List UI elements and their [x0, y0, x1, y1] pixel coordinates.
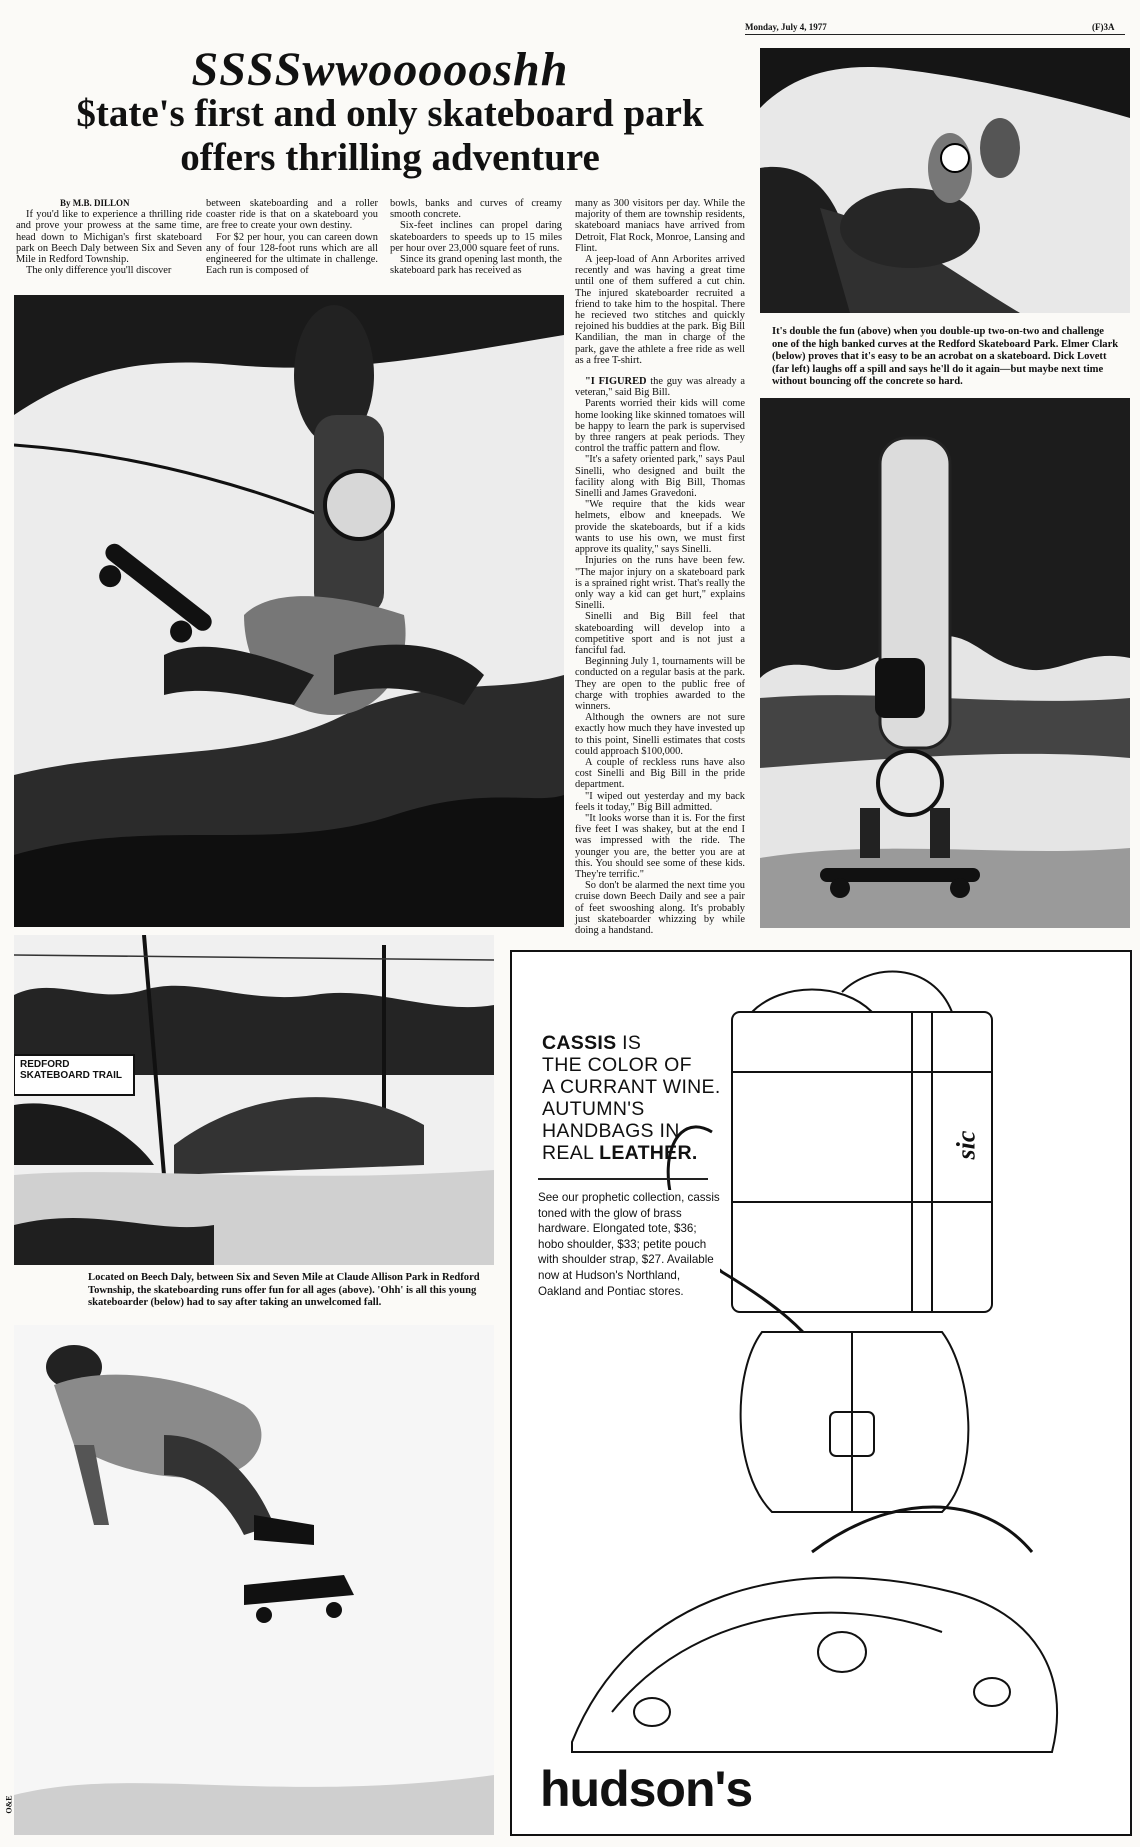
photo-fallen-skateboarder: [14, 1325, 494, 1835]
paragraph: "It's a safety oriented park," says Paul Sinelli, who designed and built the facility along with Big Bill, Thomas Sinelli and James Gravedoni.: [575, 454, 745, 500]
ad-headline: CASSIS IS THE COLOR OF A CURRANT WINE. AUTUMN'S HANDBAGS IN REAL LEATHER.: [542, 1032, 721, 1164]
paragraph: The only difference you'll discover: [26, 265, 172, 277]
article-column-1: [16, 198, 202, 276]
paragraph: bowls, banks and curves of creamy smooth concrete.: [390, 198, 562, 221]
photo-park-overview: [14, 935, 494, 1265]
paragraph: Although the owners are not sure exactly how much they have invested up to this point, Sinelli estimates that costs could approach $100,000.: [575, 712, 745, 757]
ad-divider: [538, 1178, 708, 1180]
caption-top-right: It's double the fun (above) when you double-up two-on-two and challenge one of the high banked curves at the Redford Skateboard Park. Elmer Clark (below) proves that it's easy to be an acrobat on a skateboard. Dick Lovett (far left) laughs off a spill and says he'll do it again—but maybe next time without bouncing off the concrete so hard.: [772, 326, 1119, 387]
article-byline: By M.B. DILLON: [60, 198, 130, 208]
paragraph: Sinelli and Big Bill feel that skateboarding will develop into a competitive sport and is not just a fanciful fad.: [575, 611, 745, 656]
paragraph: So don't be alarmed the next time you cruise down Beech Daily and see a pair of feet swooshing along. It's probably just skateboarder whizzing by while doing a handstand.: [575, 880, 745, 936]
paragraph: "It looks worse than it is. For the first five feet I was shakey, but at the end I was impressed with the ride. The younger you are, the better you are at this. You should see some of these kids. They're terrific.": [575, 812, 745, 880]
paragraph: Parents worried their kids will come home looking like skinned tomatoes will be happy to learn the park is supervised by three rangers at peak periods. They control the traffic pattern and flow.: [575, 398, 745, 455]
paragraph: "We require that the kids wear helmets, elbow and kneepads. We provide the skateboards, but if a kids wants to use his own, we must first approve its quality," says Sinelli.: [575, 499, 745, 556]
paragraph: A jeep-load of Ann Arborites arrived recently and was having a great time until one of them suffered a cut chin. The injured skateboarder recruited a friend to take him to the hospital. There he recieved two stitches and quickly rejoined his buddies at the park. Big Bill Kandilian, the man in charge of the park, gave the athlete a free ride as well as a free T-shirt.: [575, 254, 745, 366]
paragraph: "I wiped out yesterday and my back feels it today," Big Bill admitted.: [575, 790, 745, 813]
photo-skateboarder-handstand: [14, 295, 564, 927]
paragraph-lead: "I FIGURED the guy was already a veteran," said Big Bill.: [575, 376, 745, 399]
caption-bottom-left: Located on Beech Daly, between Six and Seven Mile at Claude Allison Park in Redford Township, the skateboarding runs offer fun for all ages (above). 'Ohh' is all this young skateboarder (below) had to say after taking an unwelcomed fall.: [88, 1272, 480, 1308]
issue-date: Monday, July 4, 1977: [745, 22, 827, 32]
article-column-2: [206, 198, 378, 276]
photo-two-on-two: [760, 48, 1130, 313]
paragraph: Injuries on the runs have been few. "The major injury on a skateboard park is a sprained right wrist. That's really the only way a kid can get hurt," explains Sinelli.: [575, 555, 745, 612]
paragraph: between skateboarding and a roller coaster ride is that on a skateboard you are free to create your own destiny.: [206, 198, 378, 232]
edition-mark: O&E: [4, 1795, 14, 1814]
article-column-4: [575, 198, 745, 936]
paragraph: Six-feet inclines can propel daring skateboarders to speeds up to 15 miles per hour over 23,000 square feet of runs.: [390, 220, 562, 254]
paragraph: many as 300 visitors per day. While the majority of them are township residents, skateboard maniacs have arrived from Detroit, Flat Rock, Monroe, Lansing and Flint.: [575, 198, 745, 254]
lead-in: "I FIGURED: [585, 376, 647, 388]
park-sign-text: REDFORD SKATEBOARD TRAIL: [20, 1059, 123, 1081]
paragraph: Since its grand opening last month, the skateboard park has received as: [390, 254, 562, 277]
paragraph: A couple of reckless runs have also cost Sinelli and Big Bill in the pride department.: [575, 756, 745, 791]
photo-acrobat-handstand: [760, 398, 1130, 928]
paragraph: If you'd like to experience a thrilling ride and prove your prowess at the same time, head down to Michigan's first skateboard park on Beech Daly between Six and Seven Mile in Redford Township.: [16, 209, 202, 266]
hudsons-logo: hudson's: [540, 1761, 753, 1817]
ad-body-copy: See our prophetic collection, cassis toned with the glow of brass hardware. Elongated tote, $36; hobo shoulder, $33; petite pouch with shoulder strap, $27. Available now at Hudson's Northland, Oakland and Pontiac stores.: [538, 1191, 720, 1298]
hudsons-advertisement: [510, 950, 1132, 1836]
page-number: (F)3A: [1092, 22, 1115, 32]
article-headline: $tate's first and only skateboard park offers thrilling adventure: [76, 92, 704, 179]
header-rule: [745, 34, 1125, 35]
bag-monogram: sic: [951, 1130, 981, 1160]
article-column-3: [390, 198, 562, 276]
paragraph: Beginning July 1, tournaments will be conducted on a regular basis at the park. They are open to the public free of charge with trophies awarded to the winners.: [575, 656, 745, 712]
article-kicker: SSSSwwoooooshh: [191, 43, 569, 96]
paragraph: For $2 per hour, you can careen down any of four 128-foot runs which are all engineered for the ultimate in challenge. Each run is composed of: [206, 231, 378, 277]
